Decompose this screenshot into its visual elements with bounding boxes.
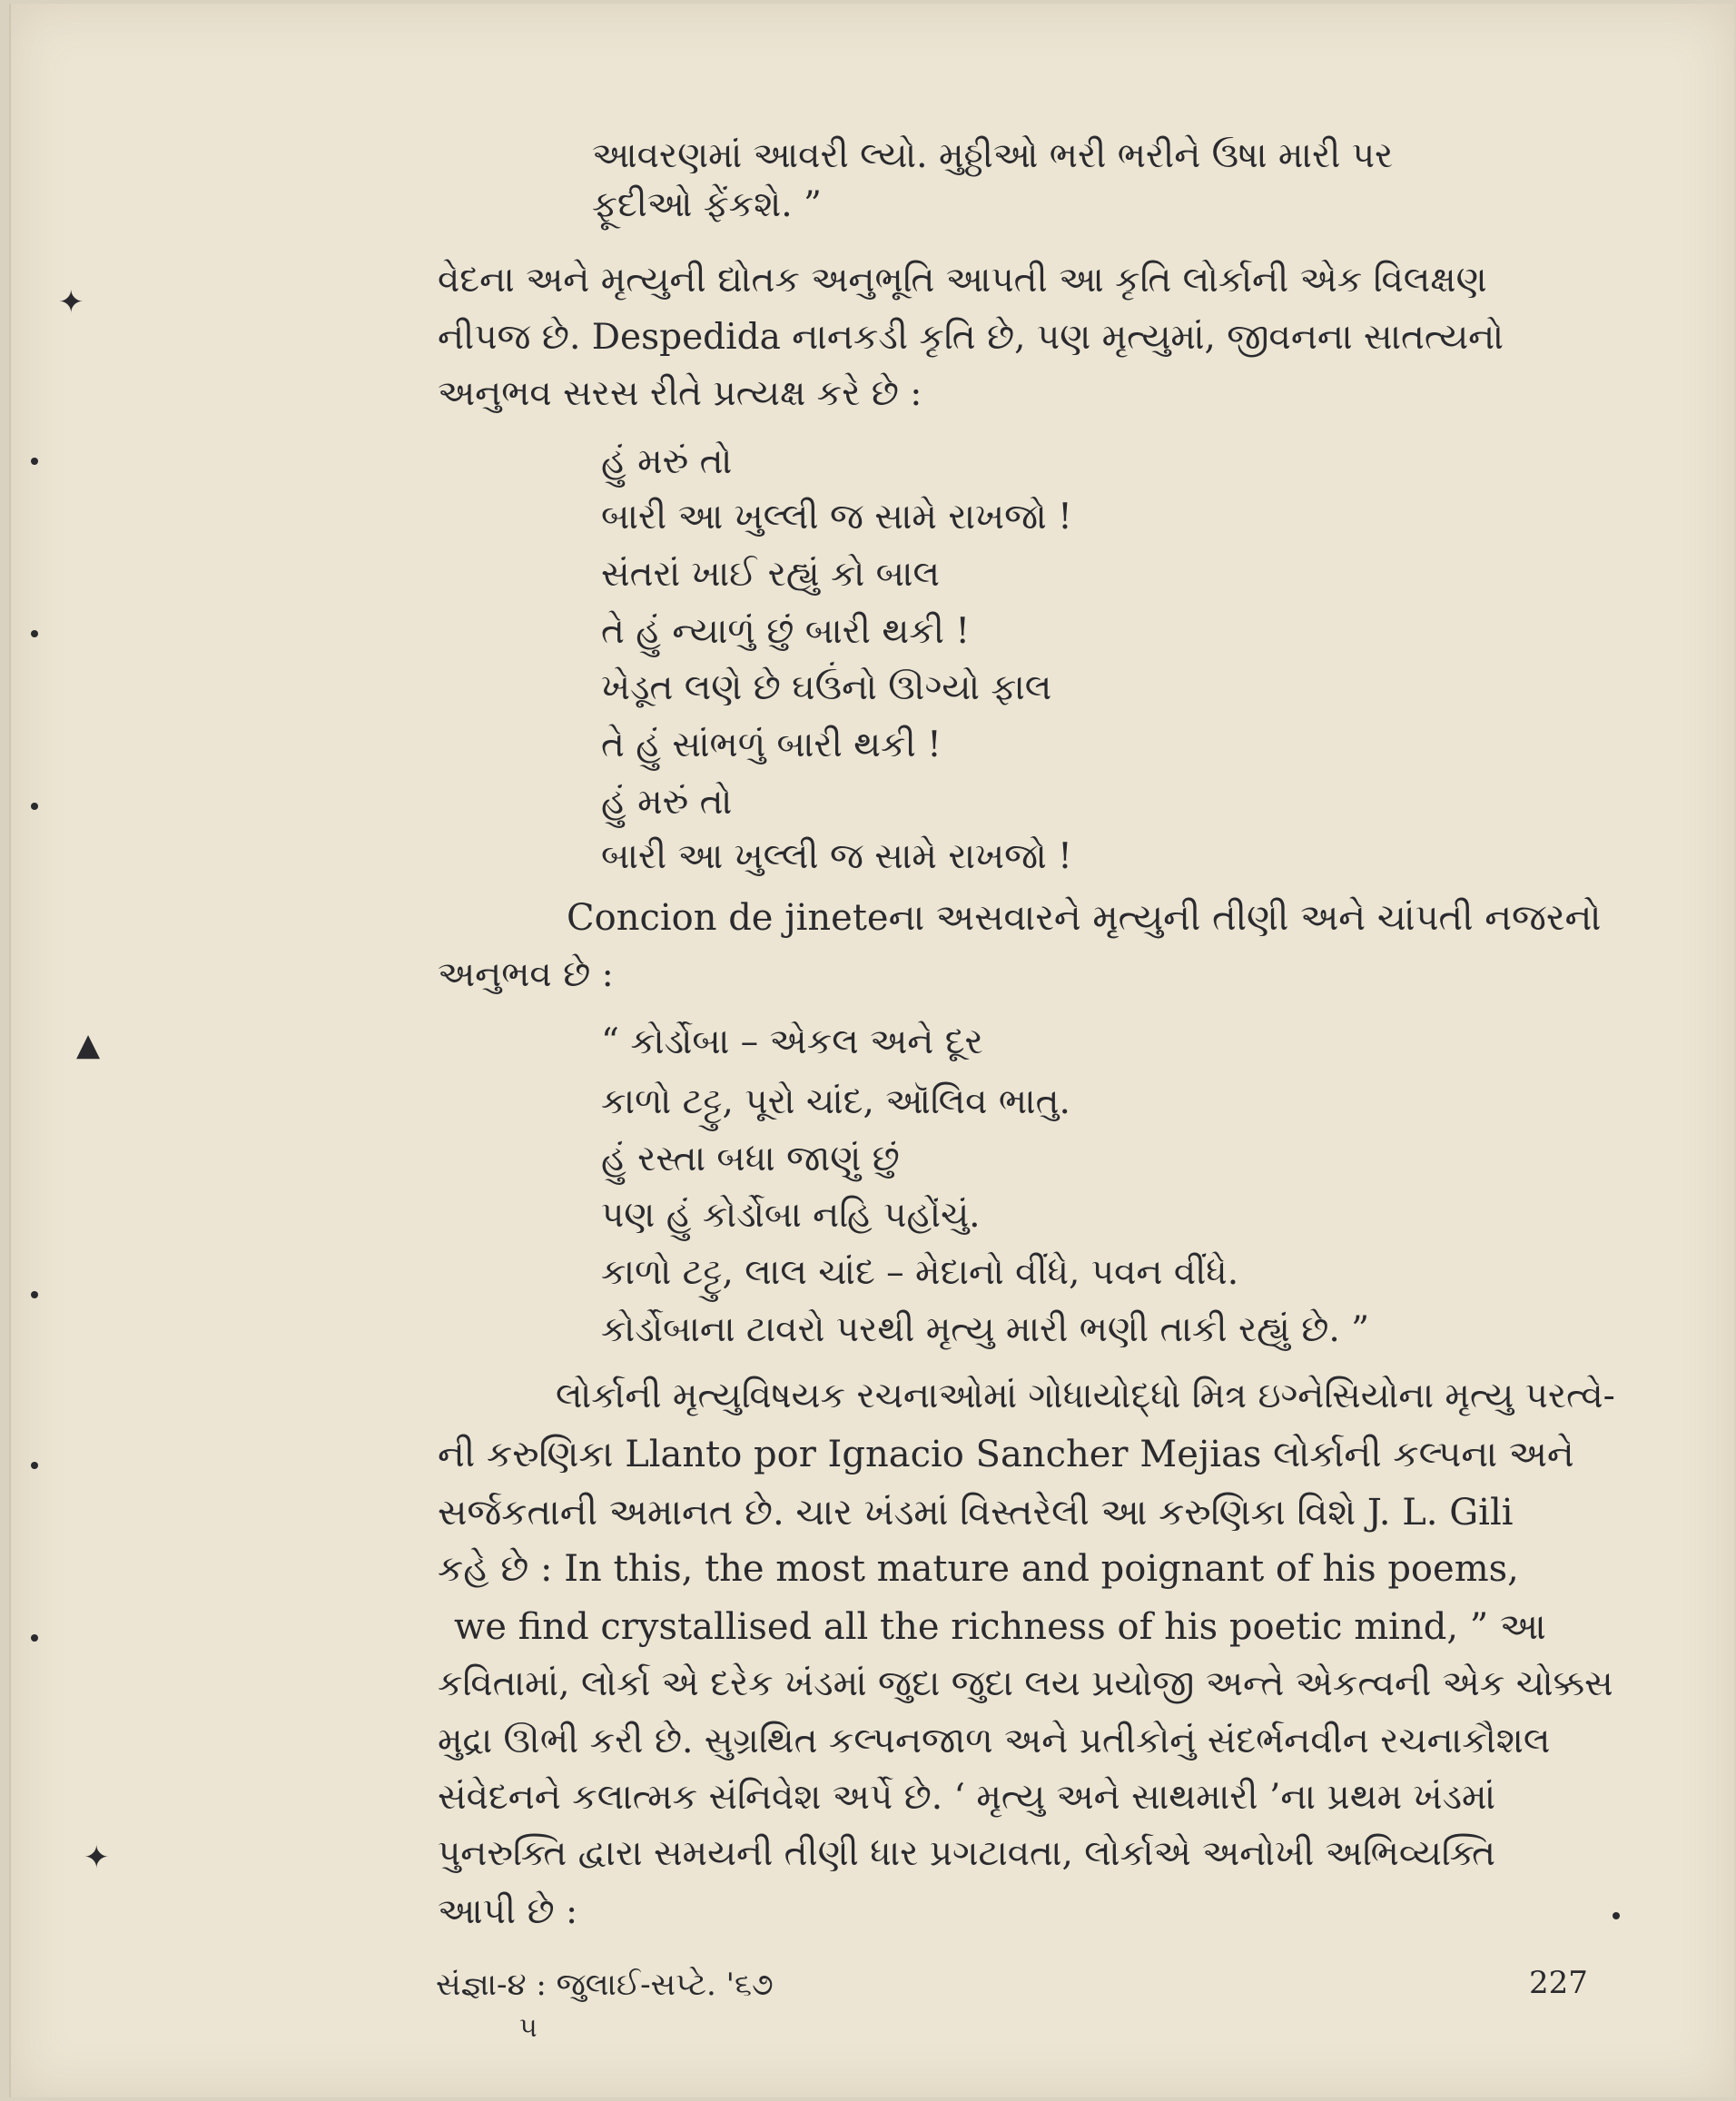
paragraph-line: we find crystallised all the richness of his poetic mind, ” આ (454, 1606, 1546, 1648)
margin-dot (31, 803, 38, 810)
paragraph-line: કહે છે : In this, the most mature and poignant of his poems, (438, 1548, 1519, 1590)
paragraph-line: Concion de jineteના અસવારને મૃત્યુની તીણી અને ચાંપતી નજરનો (567, 897, 1602, 939)
paragraph-line: અનુભવ સરસ રીતે પ્રત્યક્ષ કરે છે : (438, 373, 922, 414)
paragraph-line: વેદના અને મૃત્યુની દ્યોતક અનુભૂતિ આપતી આ કૃતિ લોર્કાની એક વિલક્ષણ (438, 260, 1487, 301)
binding-star-mark: ✦ (84, 1840, 110, 1876)
poem-line: સંતરાં ખાઈ રહ્યું કો બાલ (601, 554, 940, 595)
signature-mark: ૫ (519, 2012, 538, 2044)
poem-line: ખેડૂત લણે છે ઘઉંનો ઊગ્યો ફાલ (601, 667, 1052, 708)
paragraph-line: ની કરુણિકા Llanto por Ignacio Sancher Mejias લોર્કાની કલ્પના અને (438, 1434, 1574, 1475)
poem-line: બારી આ ખુલ્લી જ સામે રાખજો ! (601, 497, 1072, 538)
paragraph-line: પુનરુક્તિ દ્વારા સમયની તીણી ધાર પ્રગટાવતા, લોર્કાએ અનોખી અભિવ્યક્તિ (438, 1833, 1496, 1874)
poem-line: કાળો ટટ્ટુ, પૂરો ચાંદ, ઑલિવ ભાતુ. (601, 1081, 1070, 1122)
intro-quote-line: ફૂદીઓ ફેંકશે. ” (592, 184, 822, 225)
poem-line: હું રસ્તા બધા જાણું છું (601, 1139, 900, 1179)
journal-footer: સંજ્ઞા-૪ : જુલાઈ-સપ્ટે. '૬૭ (436, 1967, 774, 2003)
poem-line: હું મરું તો (601, 441, 733, 482)
paragraph-line: અનુભવ છે : (438, 954, 614, 995)
intro-quote-line: આવરણમાં આવરી લ્યો. મુઠ્ઠીઓ ભરી ભરીને ઉષા મારી પર (592, 135, 1394, 176)
paragraph-line: મુદ્રા ઊભી કરી છે. સુગ્રથિત કલ્પનજાળ અને પ્રતીકોનું સંદર્ભનવીન રચનાકૌશલ (438, 1721, 1551, 1761)
paragraph-line: કવિતામાં, લોર્કા એ દરેક ખંડમાં જુદા જુદા લય પ્રયોજી અન્તે એકત્વની એક ચોક્કસ (438, 1663, 1613, 1704)
paragraph-line: નીપજ છે. Despedida નાનકડી કૃતિ છે, પણ મૃત્યુમાં, જીવનના સાતત્યનો (438, 317, 1504, 358)
paragraph-line: સંવેદનને કલાત્મક સંનિવેશ અર્પે છે. ‘ મૃત્યુ અને સાથમારી ’ના પ્રથમ ખંડમાં (438, 1777, 1496, 1818)
margin-dot (31, 458, 38, 465)
poem-line: તે હું સાંભળું બારી થકી ! (601, 725, 942, 765)
binding-star-mark: ▲ (76, 1027, 101, 1063)
poem-line: “ કોર્ડોબા – એકલ અને દૂર (601, 1021, 983, 1062)
binding-star-mark: ✦ (58, 284, 84, 321)
poem-line: બારી આ ખુલ્લી જ સામે રાખજો ! (601, 836, 1072, 877)
poem-line: તે હું ન્યાળું છું બારી થકી ! (601, 611, 971, 652)
paragraph-line: સર્જકતાની અમાનત છે. ચાર ખંડમાં વિસ્તરેલી આ કરુણિકા વિશે J. L. Gili (438, 1492, 1514, 1534)
poem-line: કોર્ડોબાના ટાવરો પરથી મૃત્યુ મારી ભણી તાકી રહ્યું છે. ” (601, 1309, 1370, 1350)
poem-line: કાળો ટટ્ટુ, લાલ ચાંદ – મેદાનો વીંધે, પવન વીંધે. (601, 1252, 1239, 1293)
paragraph-line: આપી છે : (438, 1891, 578, 1932)
poem-line: હું મરું તો (601, 782, 733, 823)
paragraph-line: લોર્કાની મૃત્યુવિષયક રચનાઓમાં ગોધાયોદ્ધો મિત્ર ઇગ્નેસિયોના મૃત્યુ પરત્વે- (556, 1376, 1615, 1416)
margin-dot (31, 630, 38, 637)
page-text (11, 4, 1734, 2097)
margin-dot (31, 1462, 38, 1469)
page-number: 227 (1529, 1965, 1588, 2001)
margin-dot (31, 1634, 38, 1642)
margin-dot (31, 1291, 38, 1298)
poem-line: પણ હું કોર્ડોબા નહિ પહોંચું. (601, 1195, 981, 1236)
document-page (9, 4, 1734, 2097)
margin-dot (1613, 1912, 1620, 1919)
